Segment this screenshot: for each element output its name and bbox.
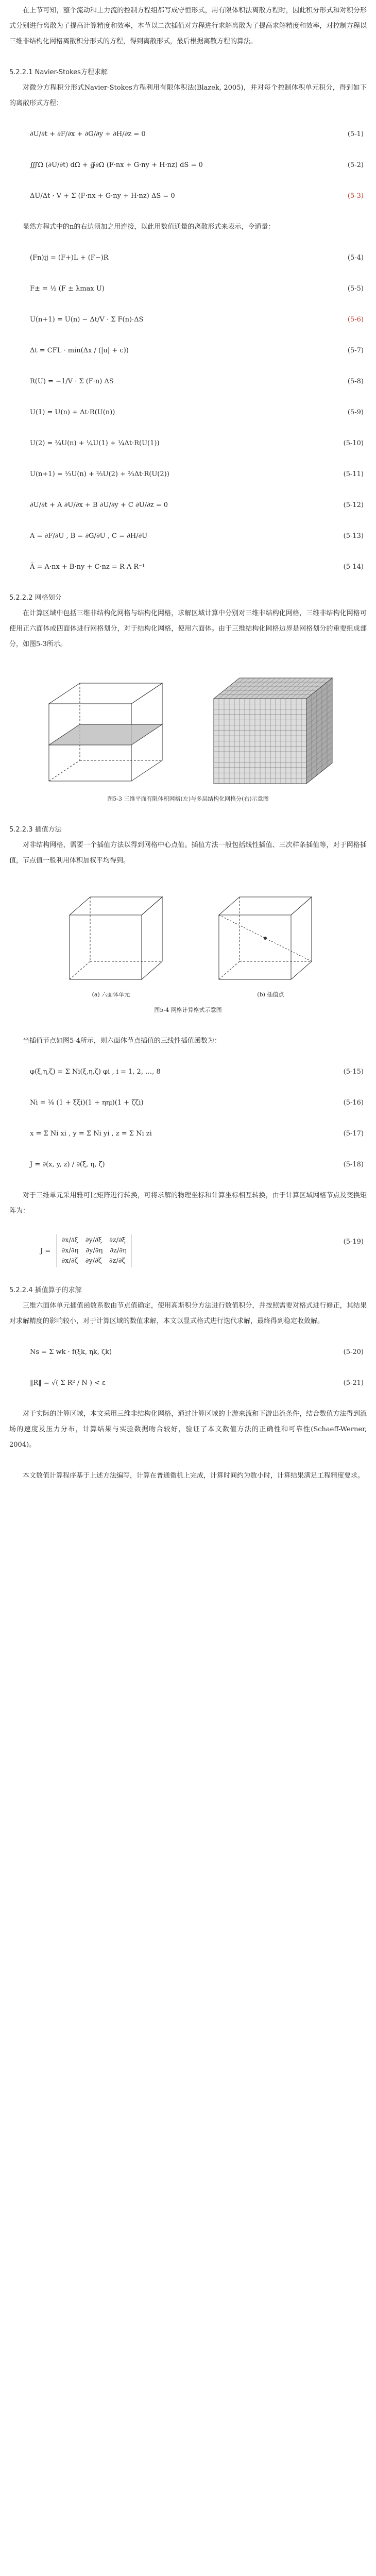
section-5-2-2-4-text: 三维六面体单元插值函数系数由节点值确定，使用高斯积分方法进行数值积分，并按照需要对格式进行修正，其结果对求解精度的影响较小，对于计算区域的数值求解，本文以显式格式进行迭代求解，最终得到稳定收敛解。 <box>9 1302 367 1325</box>
equation-text: A = ∂F/∂U , B = ∂G/∂U , C = ∂H/∂U <box>30 532 148 540</box>
mesh-illustration <box>28 668 348 791</box>
equation-text: J = ∂(x, y, z) / ∂(ξ, η, ζ) <box>30 1161 105 1168</box>
equation-number: (5-13) <box>343 532 364 540</box>
section-5-2-2-1-title: 5.2.2.1 Navier-Stokes方程求解 <box>9 69 108 76</box>
equation-number: (5-4) <box>347 254 364 262</box>
equation-number: (5-8) <box>347 378 364 385</box>
equation <box>9 405 367 420</box>
equation-text: (Fn)ij = (F+)L + (F−)R <box>30 254 109 262</box>
equation <box>9 312 367 328</box>
figure-5-4-label-right: (b) 插值点 <box>257 991 284 998</box>
matrix-row <box>61 1246 126 1256</box>
section-5-2-2-2-text: 在计算区域中包括三维非结构化网格与结构化网格，求解区域计算中分别对三维非结构化网格，三维非结构化网格可使用正六面体或四面体进行网格划分，对于结构化网格，使用六面体。由于三维结构化网格边界是网格划分的重要组成部分，如图5-3所示。 <box>9 609 367 648</box>
jacobian-matrix-equation: J = ∂x/∂ξ ∂y/∂ξ ∂z/∂ξ ∂x/∂η ∂y/∂η ∂z/∂η ∂x/∂ζ ∂y/∂ζ ∂z/∂ζ (5-19) <box>9 1234 367 1267</box>
equation-number: (5-7) <box>347 347 364 354</box>
equation <box>9 250 367 266</box>
equation <box>9 1126 367 1142</box>
figure-5-4 <box>9 884 367 1018</box>
equation-number: (5-14) <box>343 563 364 571</box>
equation-text: U(n+1) = U(n) − Δt/V · Σ F(n)·ΔS <box>30 316 144 324</box>
equation-number: (5-5) <box>347 285 364 293</box>
matrix-cell: ∂y/∂η <box>86 1247 103 1255</box>
intro-paragraph: 在上节可知，整个流动和土力流的控制方程组都写成守恒形式，用有限体积法离散方程时，因此积分形式和对积分形式分别进行离散为了提高计算精度和效率，本节以二次插值对方程进行求解离散为了提高求解精度和效率，对控制方程以三维非结构化网格离散积分形式的方程，得到离散形式，最后根据离散方程的算法。 <box>9 7 367 45</box>
section-5-2-2-2-title: 5.2.2.2 网格划分 <box>9 594 62 602</box>
matrix-cell: ∂z/∂η <box>110 1247 127 1255</box>
figure-5-3 <box>9 668 367 807</box>
equation <box>9 436 367 451</box>
equation-text: ‖R‖ = √( Σ R² / N ) < ε <box>30 1379 106 1387</box>
equation <box>9 1064 367 1080</box>
figure-5-4-label-left: (a) 六面体单元 <box>92 991 130 998</box>
matrix-cell: ∂x/∂ζ <box>61 1257 78 1265</box>
matrix-row <box>61 1235 126 1246</box>
matrix-cell: ∂x/∂ξ <box>61 1236 78 1244</box>
jacobian-matrix <box>57 1234 131 1267</box>
equation <box>9 1345 367 1360</box>
equation-text: x = Σ Ni xi , y = Σ Ni yi , z = Σ Ni zi <box>30 1130 152 1138</box>
figure-5-4-caption: 图5-4 网格计算格式示意图 <box>154 1007 222 1013</box>
equation-number: (5-3) <box>347 192 364 200</box>
equation <box>9 189 367 204</box>
equation-text: ΔU/Δt · V + Σ (F·nx + G·ny + H·nz) ΔS = 0 <box>30 192 175 200</box>
equation <box>9 498 367 513</box>
section-5-2-2-3-title: 5.2.2.3 插值方法 <box>9 826 62 834</box>
equation <box>9 1376 367 1391</box>
equation <box>9 1157 367 1173</box>
equation-text: ∂U/∂t + ∂F/∂x + ∂G/∂y + ∂H/∂z = 0 <box>30 130 146 138</box>
equation-number: (5-17) <box>343 1130 364 1138</box>
matrix-row <box>61 1256 126 1266</box>
equation <box>9 127 367 142</box>
equation <box>9 529 367 544</box>
equation-text: Ns = Σ wk · f(ξk, ηk, ζk) <box>30 1348 112 1356</box>
equation-text: R(U) = −1/V · Σ (F·n) ΔS <box>30 378 114 385</box>
section-5-2-2-3-text: 对非结构网格，需要一个插值方法以得到网格中心点值。插值方法一般包括线性插值、三次样条插值等，对于网格插值，节点值一般利用体积加权平均得到。 <box>9 841 367 865</box>
section-5-2-2-3-text-2: 当插值节点如图5-4所示，则六面体节点插值的三线性插值函数为： <box>23 1037 221 1045</box>
hexahedron-left <box>70 897 162 979</box>
equation <box>9 374 367 389</box>
section-5-2-2-4-title: 5.2.2.4 插值算子的求解 <box>9 1286 82 1294</box>
equation-text: ∭Ω (∂U/∂t) dΩ + ∯∂Ω (F·nx + G·ny + H·nz) dS = 0 <box>30 161 203 169</box>
equation <box>9 560 367 575</box>
equation-text: φ(ξ,η,ζ) = Σ Ni(ξ,η,ζ) φi , i = 1, 2, …, 8 <box>30 1068 161 1076</box>
section-5-2-2-3-text-3: 对于三维单元采用雅可比矩阵进行转换，可将求解的物理坐标和计算坐标相互转换，由于计算区域网格节点及变换矩阵为： <box>9 1192 367 1215</box>
equation-number: (5-16) <box>343 1099 364 1107</box>
matrix-cell: ∂x/∂η <box>61 1247 79 1255</box>
equation-number: (5-20) <box>343 1348 364 1356</box>
equation <box>9 467 367 482</box>
equation <box>9 1095 367 1111</box>
equation-number: (5-15) <box>343 1068 364 1076</box>
footer-paragraph: 本文数值计算程序基于上述方法编写，计算在普通微机上完成，计算时间约为数小时，计算结果满足工程精度要求。 <box>23 1472 365 1480</box>
structured-grid <box>214 678 332 784</box>
figure-5-4-labels <box>28 987 348 1003</box>
matrix-cell: ∂z/∂ζ <box>109 1257 126 1265</box>
cell-illustration <box>28 884 348 987</box>
equation-number: (5-11) <box>343 470 364 478</box>
equation-text: ∂U/∂t + A ∂U/∂x + B ∂U/∂y + C ∂U/∂z = 0 <box>30 501 168 509</box>
equation-text: U(2) = ¾U(n) + ¼U(1) + ¼Δt·R(U(1)) <box>30 439 160 447</box>
equation <box>9 343 367 359</box>
equation-number: (5-2) <box>347 161 364 169</box>
figure-5-3-caption: 图5-3 三维平面有限体积网格(左)与多层结构化网格分(右)示意图 <box>107 795 269 802</box>
equation-number: (5-21) <box>343 1379 364 1387</box>
section-5-2-2-1-text-2: 显然方程式中的n的右边须加之用连接，以此用数值通量的离散形式来表示，令通量： <box>23 223 275 231</box>
equation-number: (5-18) <box>343 1161 364 1168</box>
equation-text: U(n+1) = ⅓U(n) + ⅔U(2) + ⅔Δt·R(U(2)) <box>30 470 169 478</box>
equation-number: (5-1) <box>347 130 364 138</box>
equation-number: (5-6) <box>347 316 364 324</box>
interpolation-point <box>264 937 267 940</box>
matrix-cell: ∂z/∂ξ <box>109 1236 126 1244</box>
equation-number: (5-10) <box>343 439 364 447</box>
matrix-cell: ∂y/∂ξ <box>85 1236 102 1244</box>
equation-text: Ã = A·nx + B·ny + C·nz = R Λ R⁻¹ <box>30 563 145 571</box>
equation-number: (5-9) <box>347 409 364 416</box>
equation-text: Δt = CFL · min(Δx / (|u| + c)) <box>30 347 129 354</box>
document-page <box>0 3 376 2576</box>
equation-text: F± = ½ (F ± λmax U) <box>30 285 105 293</box>
equation-text: U(1) = U(n) + Δt·R(U(n)) <box>30 409 115 416</box>
mid-plane <box>49 724 162 745</box>
equation-number: (5-19) <box>343 1238 364 1246</box>
closing-paragraph: 对于实际的计算区域，本文采用三维非结构化网格，通过计算区域的上游来流和下游出流条件，结合数值方法得到流场的速度及压力分布，计算结果与实验数据吻合较好，验证了本文数值方法的正确性和可靠性(Schaeff-Werner, 2004)。 <box>9 1410 367 1449</box>
equation-text: Ni = ⅛ (1 + ξξi)(1 + ηηi)(1 + ζζi) <box>30 1099 144 1107</box>
matrix-cell: ∂y/∂ζ <box>85 1257 102 1265</box>
equation <box>9 158 367 173</box>
section-5-2-2-1-text: 对微分方程积分形式Navier-Stokes方程利用有限体积法(Blazek, 2005)，并对每个控制体积单元积分，得到如下的离散形式方程： <box>9 84 367 107</box>
equation-number: (5-12) <box>343 501 364 509</box>
equation <box>9 281 367 297</box>
